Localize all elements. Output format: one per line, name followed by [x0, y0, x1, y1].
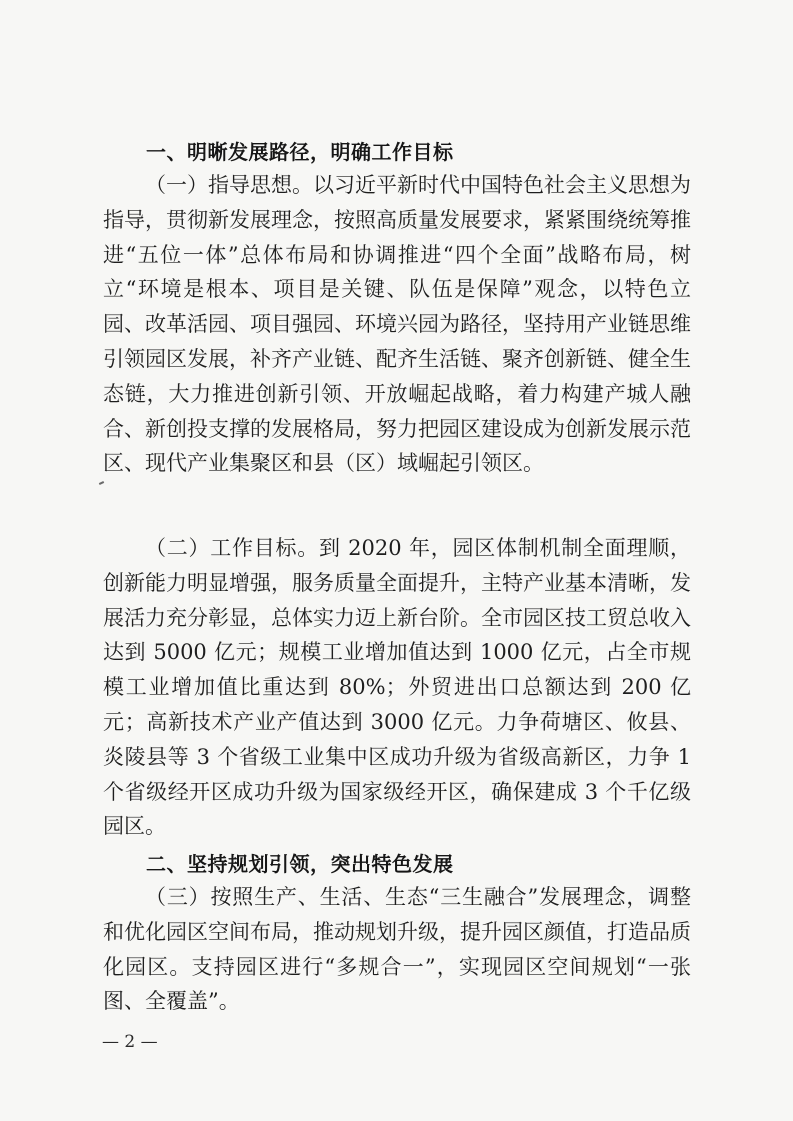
section-heading-2: 二、坚持规划引领，突出特色发展	[146, 852, 454, 876]
paragraph-guiding-ideology: （一）指导思想。以习近平新时代中国特色社会主义思想为指导，贯彻新发展理念，按照高质量发展要求，紧紧围绕统筹推进“五位一体”总体布局和协调推进“四个全面”战略布局，树立“环境是根本、项目是关键、队伍是保障”观念，以特色立园、改革活园、项目强园、环境兴园为路径，坚持用产业链思维引领园区发展，补齐产业链、配齐生活链、聚齐创新链、健全生态链，大力推进创新引领、开放崛起战略，着力构建产城人融合、新创投支撑的发展格局，努力把园区建设成为创新发展示范区、现代产业集聚区和县（区）域崛起引领区。	[103, 173, 691, 476]
paragraph-three-life-integration: （三）按照生产、生活、生态“三生融合”发展理念，调整和优化园区空间布局，推动规划升级，提升园区颜值，打造品质化园区。支持园区进行“多规合一”，实现园区空间规划“一张图、全覆盖”。	[103, 885, 691, 1014]
stray-pen-mark	[99, 481, 104, 485]
section-heading-1: 一、明晰发展路径，明确工作目标	[146, 140, 454, 164]
page-number: — 2 —	[102, 1032, 158, 1052]
paragraph-work-goals: （二）工作目标。到 2020 年，园区体制机制全面理顺，创新能力明显增强，服务质量全面提升，主特产业基本清晰，发展活力充分彰显，总体实力迈上新台阶。全市园区技工贸总收入达到 5000 亿元；规模工业增加值达到 1000 亿元，占全市规模工业增加值比重达到 80%；外贸进出口总额达到 200 亿元；高新技术产业产值达到 3000 亿元。力争荷塘区、攸县、炎陵县等 3 个省级工业集中区成功升级为省级高新区，力争 1 个省级经开区成功升级为国家级经开区，确保建成 3 个千亿级园区。	[103, 536, 691, 839]
